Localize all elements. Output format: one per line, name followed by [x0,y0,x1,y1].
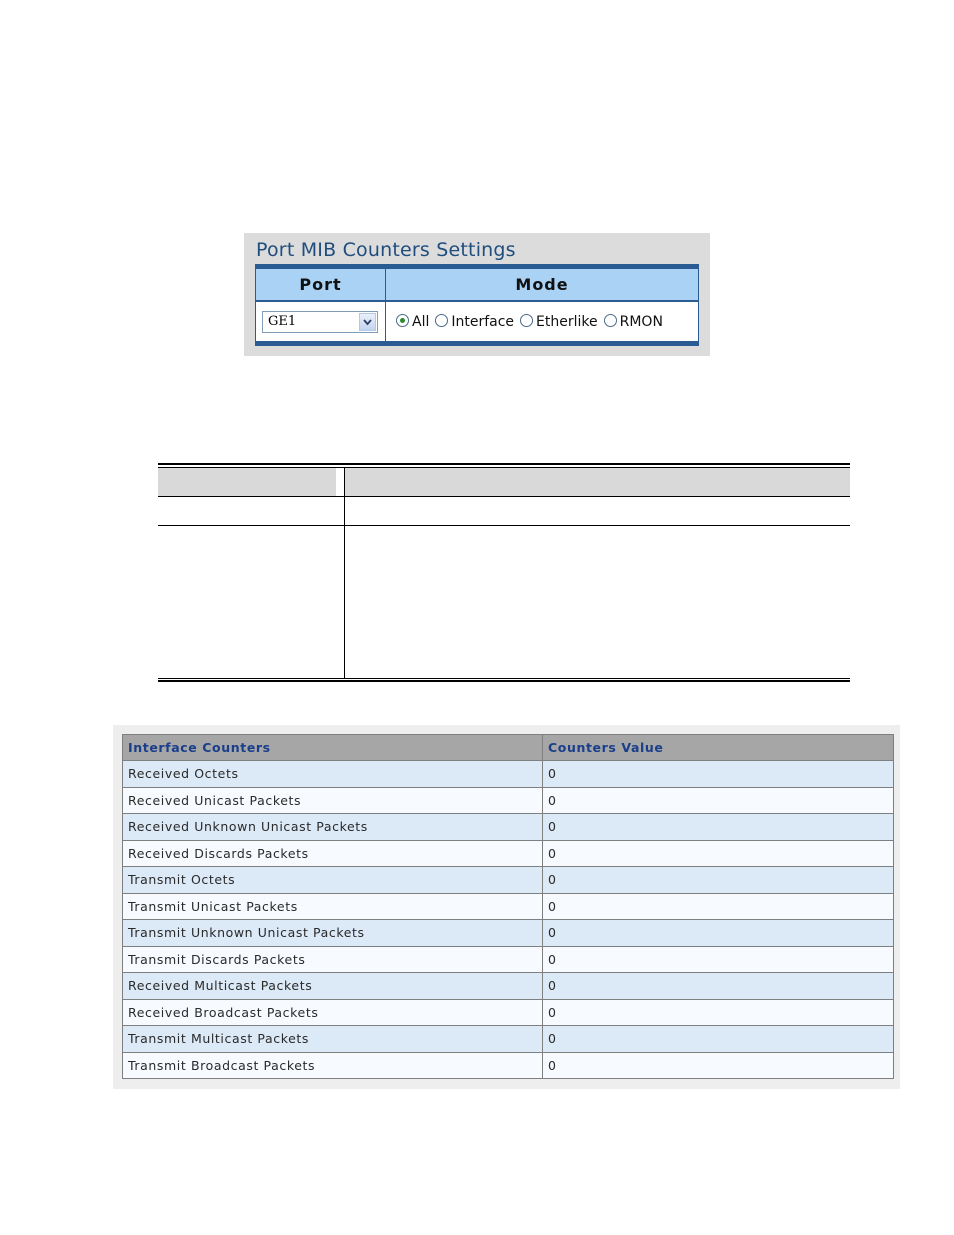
counter-name: Received Octets [123,761,543,788]
counter-name: Transmit Multicast Packets [123,1026,543,1053]
counter-value: 0 [543,920,894,947]
counter-name: Received Discards Packets [123,840,543,867]
mode-option-label: All [412,314,430,330]
settings-row [256,302,698,341]
column-divider [344,468,345,679]
mode-option-rmon[interactable] [604,314,663,330]
counter-value: 0 [543,761,894,788]
mode-option-etherlike[interactable] [520,314,598,330]
settings-table-header [256,269,698,302]
counter-name: Transmit Broadcast Packets [123,1052,543,1079]
table-row [123,840,894,867]
counter-value: 0 [543,840,894,867]
radio-icon[interactable] [520,314,533,327]
counter-value: 0 [543,867,894,894]
counter-value: 0 [543,814,894,841]
interface-counters-panel [113,725,900,1089]
header-gap [336,468,344,496]
table-row [123,867,894,894]
interface-counters-header: Interface Counters [123,735,543,761]
mode-option-interface[interactable] [435,314,514,330]
counter-value: 0 [543,787,894,814]
counters-value-header: Counters Value [543,735,894,761]
mode-option-label: Interface [451,314,515,330]
settings-table [255,264,699,346]
table-row [123,1026,894,1053]
counter-name: Transmit Octets [123,867,543,894]
mode-option-label: Etherlike [536,314,598,330]
mode-column-header: Mode [515,275,569,294]
settings-title: Port MIB Counters Settings [256,239,516,261]
table-header-row [123,735,894,761]
port-mib-settings-panel [244,233,710,356]
mode-option-all[interactable] [396,314,429,330]
port-column-header: Port [299,275,342,294]
counter-name: Received Multicast Packets [123,973,543,1000]
table-row [123,761,894,788]
counter-name: Received Unicast Packets [123,787,543,814]
chevron-down-icon[interactable] [359,313,376,331]
table-row [123,946,894,973]
mode-option-label: RMON [619,314,663,330]
port-select[interactable] [262,311,378,333]
table-row [123,920,894,947]
radio-icon[interactable] [604,314,617,327]
counter-value: 0 [543,1052,894,1079]
table-row [123,814,894,841]
table-row [123,999,894,1026]
radio-checked-icon[interactable] [396,314,409,327]
table-row [123,1052,894,1079]
counter-value: 0 [543,946,894,973]
counter-value: 0 [543,893,894,920]
counter-name: Transmit Unicast Packets [123,893,543,920]
table-row [123,973,894,1000]
interface-counters-table [122,734,894,1079]
port-select-value: GE1 [268,314,297,329]
table-rule [158,463,850,465]
counter-value: 0 [543,999,894,1026]
counters-body [123,761,894,1079]
table-row [123,787,894,814]
counter-name: Received Unknown Unicast Packets [123,814,543,841]
mode-radio-group [396,314,669,330]
table-rule [158,678,850,679]
table-rule [158,496,850,497]
counter-value: 0 [543,973,894,1000]
counter-name: Transmit Discards Packets [123,946,543,973]
counter-name: Received Broadcast Packets [123,999,543,1026]
counter-name: Transmit Unknown Unicast Packets [123,920,543,947]
radio-icon[interactable] [435,314,448,327]
table-rule [158,525,850,526]
description-table-header [158,468,850,496]
table-row [123,893,894,920]
table-rule [158,680,850,682]
description-table [158,463,850,683]
counter-value: 0 [543,1026,894,1053]
